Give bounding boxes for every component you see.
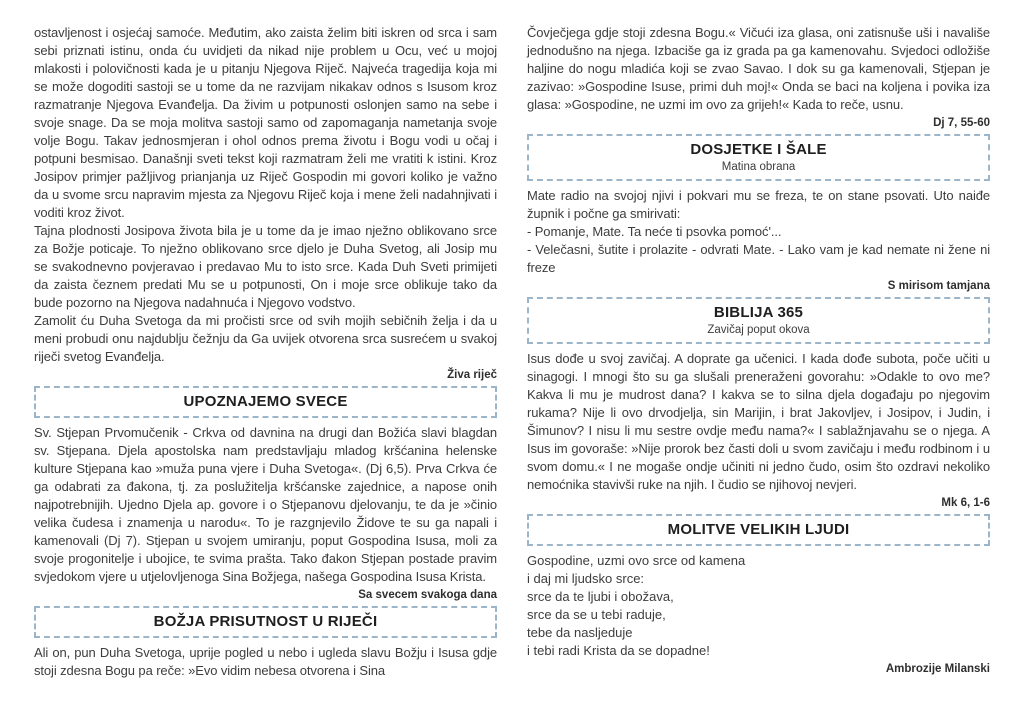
joke-dialogue-line-1: - Pomanje, Mate. Ta neće ti psovka pomoć'... [527,224,782,239]
column-attribution-s-mirisom: S mirisom tamjana [887,280,990,292]
section-box-upoznajemo-svece [34,386,497,418]
poem-line: srce da se u tebi raduje, [527,607,666,622]
section-box-dosjetke-i-sale [527,134,990,181]
section-title: UPOZNAJEMO SVECE [183,393,348,410]
section-box-molitve-velikih-ljudi [527,514,990,546]
column-attribution-ziva-rijec: Živa riječ [447,369,497,381]
section-subtitle: Matina obrana [721,161,796,173]
prayer-attribution: Ambrozije Milanski [885,663,990,675]
section-subtitle: Zavičaj poput okova [707,324,810,336]
poem-line: srce da te ljubi i obožava, [527,589,674,604]
poem-line: i tebi radi Krista da se dopadne! [527,643,710,658]
scripture-reference-mk: Mk 6, 1-6 [941,497,990,509]
scripture-paragraph-start: Ali on, pun Duha Svetoga, uprije pogled u nebo i ugleda slavu Božju i Isusa gdje stoji zdesna Bogu pa reče: »Evo vidim nebesa otvorena i Sina [34,645,497,678]
prayer-poem [527,552,990,660]
column-attribution-sa-svecem: Sa svecem svakoga dana [358,589,497,601]
section-box-bozja-prisutnost [34,606,497,638]
section-title: BIBLIJA 365 [713,304,804,321]
poem-line: i daj mi ljudsko srce: [527,571,645,586]
meditation-paragraph-3: Zamolit ću Duha Svetoga da mi pročisti srce od svih mojih sebičnih želja i da u meni probudi onu najdublju čežnju da Ga uvijek otvorena srca susrećem u svakoj riječi svetog Evanđelja. [34,313,497,364]
section-title: BOŽJA PRISUTNOST U RIJEČI [153,613,378,630]
scripture-reference-dj: Dj 7, 55-60 [933,117,990,129]
meditation-paragraph-1: ostavljenost i osjećaj samoće. Međutim, ako zaista želim biti iskren od srca i sam sebi priznati istinu, onda ću uvidjeti da nikad nije problem u Ocu, već u mojoj mlakosti i polovičnosti kada je u pitanju Njegova Riječ. Najveća tragedija koja mi se može dogoditi sastoji se u tome da ne razvijam nikakav odnos s Isusom kroz razmatranje Njegova Evanđelja. Da živim u potpunosti oslonjen samo na sebe i svoje snage. Da se moja molitva sastoji samo od zapomaganja nametanja svoje volje Bogu. Takav jednosmjeran i ohol odnos prema životu i Bogu vodi u očaj i potpuni besmisao. Današnji sveti tekst koji razmatram želi me vratiti k istini. Kroz Josipov primjer pažljivog prianjanja uz Riječ Gospodin mi govori koliko je važno da u svome srcu napravim mjesta za Njegovu Riječ koja i mene želi nadahnjivati i voditi kroz život. [34,25,497,220]
left-column [34,24,497,680]
joke-block [527,187,990,277]
section-box-biblija-365 [527,297,990,344]
saint-stephen-paragraph: Sv. Stjepan Prvomučenik - Crkva od davnina na drugi dan Božića slavi blagdan sv. Stjepana. Djela apostolska nam predstavljaju mladog kršćanina helenske kulture Stjepana kao »muža puna vjere i Duha Svetoga«. (Dj 6,5). Prva Crkva će ga odabrati za đakona, tj. za poslužitelja kršćanske zajednice, a napose onih najpotrebnijih. Ujedno Djela ap. govore i o Stjepanovu djelovanju, te da je »činio velika čudesa i znamenja u narodu«. To je razgnjevilo Židove te su ga napali i kamenovali (Dj 7). Stjepan u svojem umiranju, poput Gospodina Isusa, moli za svoje progonitelje i ubojice, te svima prašta. Tako đakon Stjepan postade pravim svjedokom vjere u utjelovljenoga Sina Božjega, našega Gospodina Isusa Krista. [34,425,497,584]
gospel-paragraph: Isus dođe u svoj zavičaj. A doprate ga učenici. I kada dođe subota, poče učiti u sinagogi. I mnogi što su ga slušali preneraženi govorahu: »Odakle to ovo me? Kakva li mu je mudrost dana? I kakva se to silna djela događaju po njegovim rukama? Nije li ovo drvodjelja, sin Marijin, i brat Jakovljev, i Josipov, i Judin, i Šimunov? I nisu li mu sestre ovdje među nama?« I sablažnjavahu se o njega. A Isus im govoraše: »Nije prorok bez časti doli u svom zavičaju i među rodbinom i u svom domu.« I ne mogaše ondje učiniti ni jedno čudo, osim što ozdravi nekoliko nemoćnika stavivši ruke na njih. I čudio se njihovoj nevjeri. [527,351,990,492]
two-column-layout [34,24,990,680]
joke-intro: Mate radio na svojoj njivi i pokvari mu se freza, te on stane psovati. Uto naiđe župnik i počne ga smirivati: [527,188,990,221]
scripture-paragraph-continued: Čovječjega gdje stoji zdesna Bogu.« Vičući iza glasa, oni zatisnuše uši i navališe jednodušno na njega. Izbaciše ga iz grada pa ga kamenovahu. Svjedoci odložiše haljine do nogu mladića koji se zvao Savao. I dok su ga kamenovali, Stjepan je zazivao: »Gospodine Isuse, primi duh moj!« Onda se baci na koljena i povika iza glasa: »Gospodine, ne uzmi im ovo za grijeh!« Kada to reče, usnu. [527,25,990,112]
section-title: DOSJETKE I ŠALE [690,141,827,158]
joke-dialogue-line-2: - Velečasni, šutite i prolazite - odvrati Mate. - Lako vam je kad nemate ni žene ni freze [527,242,990,275]
meditation-paragraph-2: Tajna plodnosti Josipova života bila je u tome da je imao nježno oblikovano srce za Božje poticaje. To nježno oblikovano srce djelo je Duha Svetog, ali Josip mu se svakodnevno povjeravao i predavao Mu to isto srce. Kada Duh Sveti primijeti da zaista čeznem predati Mu se u potpunosti, On i moje srce oblikuje tako da bude pozorno na Njegova nadahnuća i Njegovo vodstvo. [34,223,497,310]
poem-line: Gospodine, uzmi ovo srce od kamena [527,553,746,568]
poem-line: tebe da nasljeduje [527,625,633,640]
right-column [527,24,990,680]
section-title: MOLITVE VELIKIH LJUDI [667,521,850,538]
